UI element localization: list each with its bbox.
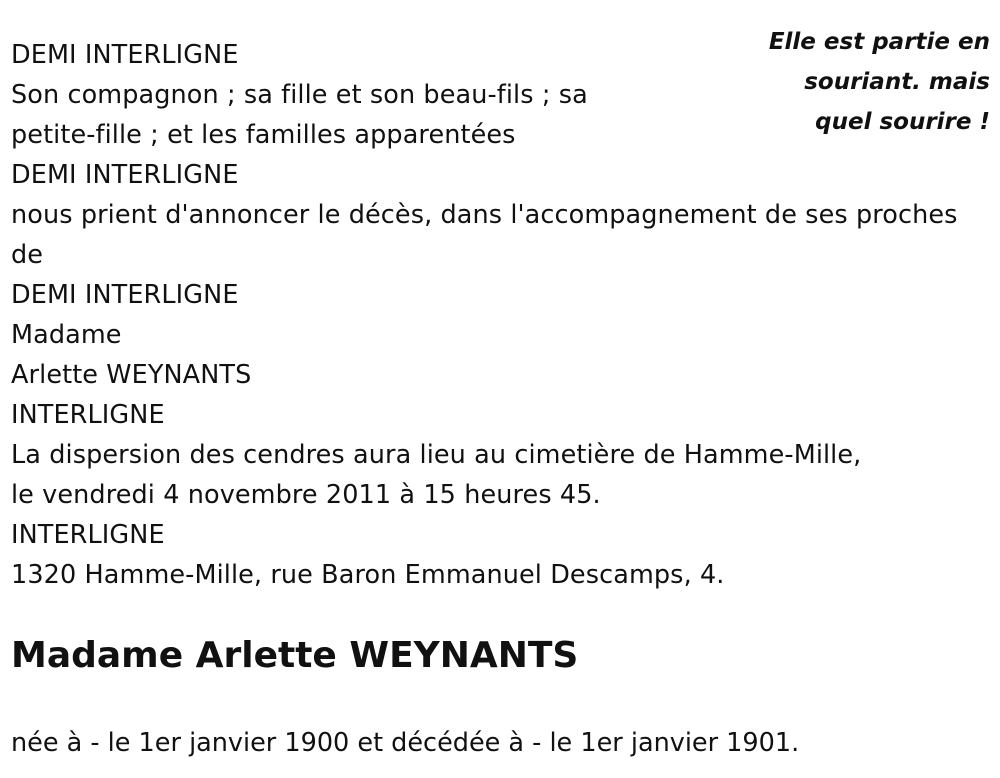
announcement-line: INTERLIGNE <box>11 400 165 430</box>
quote-line: Elle est partie en <box>768 29 990 55</box>
announcement-line: Madame <box>11 320 122 350</box>
announcement-line: Arlette WEYNANTS <box>11 360 252 390</box>
announcement-line: 1320 Hamme-Mille, rue Baron Emmanuel Descamps, 4. <box>11 560 725 590</box>
announcement-line: de <box>11 240 44 270</box>
quote-line: quel sourire ! <box>815 109 990 135</box>
deceased-name-heading: Madame Arlette WEYNANTS <box>11 635 579 676</box>
birth-death-dates: née à - le 1er janvier 1900 et décédée à - le 1er janvier 1901. <box>11 728 800 758</box>
announcement-line: INTERLIGNE <box>11 520 165 550</box>
announcement-line: DEMI INTERLIGNE <box>11 40 239 70</box>
announcement-line: La dispersion des cendres aura lieu au cimetière de Hamme-Mille, <box>11 440 862 470</box>
announcement-line: DEMI INTERLIGNE <box>11 160 239 190</box>
announcement-line: DEMI INTERLIGNE <box>11 280 239 310</box>
announcement-text <box>11 35 996 595</box>
announcement-line: Son compagnon ; sa fille et son beau-fils ; sa <box>11 80 588 110</box>
announcement-line: petite-fille ; et les familles apparentées <box>11 120 516 150</box>
announcement-line: nous prient d'annoncer le décès, dans l'accompagnement de ses proches <box>11 200 958 230</box>
announcement-line: le vendredi 4 novembre 2011 à 15 heures 45. <box>11 480 601 510</box>
quote-line: souriant. mais <box>804 69 990 95</box>
